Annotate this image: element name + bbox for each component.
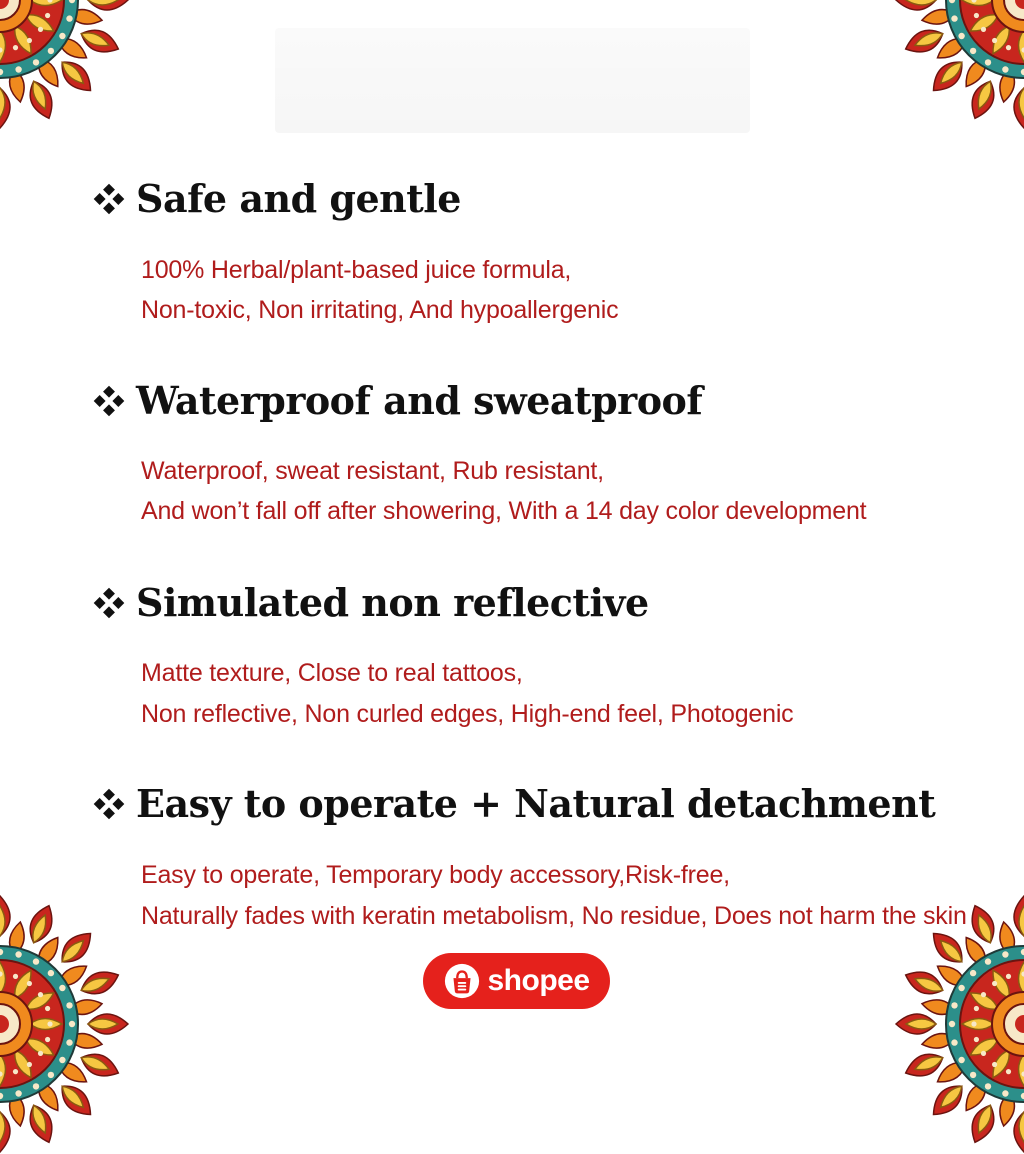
- section-line: Non-toxic, Non irritating, And hypoallergenic: [141, 296, 619, 324]
- shopee-bag-icon: [443, 962, 481, 1000]
- section-title: Easy to operate + Natural detachment: [136, 781, 936, 826]
- section-heading: [92, 378, 702, 423]
- section-line: And won’t fall off after showering, With a 14 day color development: [141, 497, 867, 525]
- section-line: Naturally fades with keratin metabolism, No residue, Does not harm the skin: [141, 902, 967, 930]
- section-heading: [92, 580, 649, 625]
- four-diamond-icon: [92, 182, 126, 216]
- section-line: Non reflective, Non curled edges, High-end feel, Photogenic: [141, 700, 794, 728]
- section-line: 100% Herbal/plant-based juice formula,: [141, 256, 572, 284]
- four-diamond-icon: [92, 586, 126, 620]
- section-title: Safe and gentle: [136, 176, 461, 221]
- section-heading: [92, 176, 461, 221]
- section-title: Simulated non reflective: [136, 580, 649, 625]
- section-heading: [92, 781, 935, 826]
- section-line: Waterproof, sweat resistant, Rub resistant,: [141, 457, 604, 485]
- mandala-icon: [0, 0, 130, 130]
- mandala-icon: [0, 894, 130, 1154]
- mandala-icon: [894, 0, 1024, 130]
- section-line: Matte texture, Close to real tattoos,: [141, 659, 523, 687]
- four-diamond-icon: [92, 787, 126, 821]
- section-title: Waterproof and sweatproof: [136, 378, 703, 423]
- section-line: Easy to operate, Temporary body accessory,Risk-free,: [141, 861, 730, 889]
- mandala-icon: [894, 894, 1024, 1154]
- four-diamond-icon: [92, 384, 126, 418]
- shopee-badge: [423, 953, 610, 1009]
- shopee-label: shopee: [487, 964, 590, 997]
- faded-header-area: [275, 28, 750, 133]
